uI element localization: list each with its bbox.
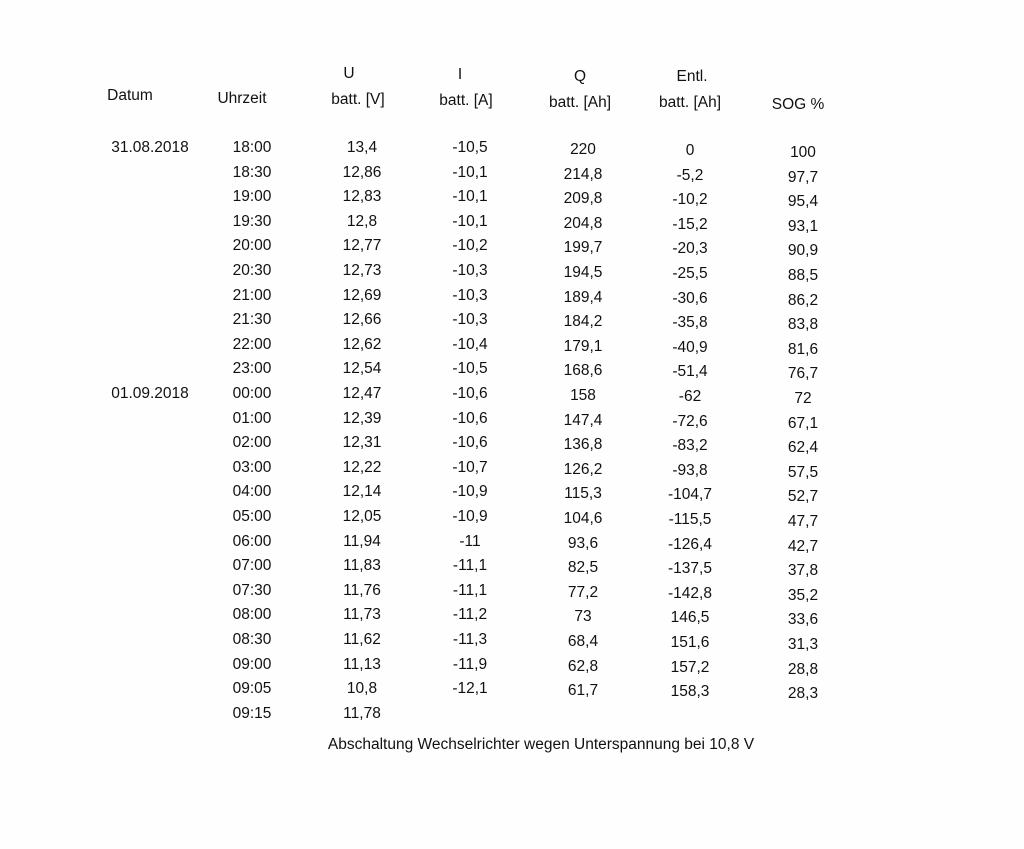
cell-time: 00:00 [232, 385, 272, 402]
cell-entl: -126,4 [668, 535, 712, 553]
cell-u: 12,31 [342, 434, 382, 452]
cell-i: -11 [459, 532, 481, 550]
cell-time: 07:00 [232, 557, 272, 575]
cell-i: -10,9 [452, 508, 488, 525]
cell-sog: 62,4 [787, 439, 819, 457]
cell-time: 23:00 [232, 360, 272, 378]
cell-q: 199,7 [563, 239, 603, 257]
header-i-symbol: I [457, 66, 463, 83]
cell-q: 115,3 [564, 485, 602, 503]
cell-sog: 31,3 [787, 636, 819, 653]
cell-i: -10,9 [452, 483, 488, 501]
cell-q: 209,8 [563, 190, 603, 208]
cell-i: -10,1 [452, 188, 488, 206]
cell-q: 189,4 [563, 288, 603, 306]
cell-i: -11,2 [452, 606, 488, 624]
cell-entl: -115,5 [668, 511, 712, 528]
cell-q: 126,2 [563, 460, 603, 478]
cell-sog: 88,5 [787, 267, 819, 284]
cell-u: 12,62 [342, 335, 382, 353]
cell-q: 168,6 [563, 362, 603, 380]
cell-entl: -51,4 [672, 363, 708, 381]
cell-time: 19:30 [232, 212, 272, 230]
cell-q: 158 [570, 387, 596, 404]
cell-time: 01:00 [232, 409, 272, 427]
cell-entl: -30,6 [672, 289, 708, 307]
cell-sog: 100 [790, 144, 816, 161]
cell-u: 13,4 [346, 139, 378, 156]
cell-time: 06:00 [232, 532, 272, 550]
cell-u: 12,83 [342, 188, 382, 206]
cell-i: -10,4 [452, 335, 488, 353]
cell-q: 104,6 [563, 510, 603, 527]
cell-i: -10,6 [452, 434, 488, 452]
cell-sog: 37,8 [787, 562, 819, 580]
cell-i: -10,5 [452, 139, 488, 156]
cell-q: 194,5 [563, 264, 603, 281]
cell-time: 04:00 [232, 483, 272, 501]
cell-entl: -35,8 [672, 314, 708, 332]
cell-sog: 83,8 [787, 316, 819, 334]
cell-u: 12,05 [342, 508, 382, 525]
cell-i: -10,1 [452, 212, 488, 230]
cell-q: 204,8 [563, 214, 603, 232]
cell-q: 184,2 [563, 313, 603, 331]
cell-time: 08:00 [232, 606, 272, 624]
cell-time: 03:00 [232, 458, 272, 476]
cell-entl: 158,3 [670, 683, 710, 701]
cell-sog: 42,7 [787, 537, 819, 555]
header-u-symbol: U [343, 65, 355, 82]
cell-q: 61,7 [567, 682, 599, 700]
cell-i: -11,3 [452, 631, 488, 648]
cell-time: 02:00 [232, 434, 272, 452]
cell-sog: 95,4 [787, 193, 819, 211]
cell-sog: 67,1 [787, 414, 819, 432]
header-sog: SOG % [771, 96, 825, 113]
cell-u: 10,8 [346, 680, 378, 698]
cell-q: 93,6 [567, 534, 599, 552]
cell-sog: 35,2 [787, 586, 819, 604]
cell-i: -10,3 [452, 311, 488, 329]
cell-u: 11,73 [343, 606, 381, 624]
cell-entl: -10,2 [672, 191, 708, 209]
footnote: Abschaltung Wechselrichter wegen Unterspannung bei 10,8 V [327, 736, 755, 753]
cell-u: 12,66 [342, 311, 382, 329]
cell-time: 18:30 [232, 163, 272, 181]
header-entl-label: Entl. [676, 68, 708, 85]
cell-time: 09:05 [232, 680, 272, 698]
cell-entl: -142,8 [668, 584, 712, 602]
cell-time: 05:00 [232, 508, 272, 525]
cell-sog: 72 [794, 390, 812, 407]
cell-u: 12,8 [346, 212, 378, 230]
cell-i: -10,3 [452, 262, 488, 279]
cell-i: -11,9 [452, 655, 488, 673]
cell-u: 12,22 [342, 458, 382, 476]
header-i-unit: batt. [A] [439, 92, 493, 109]
cell-sog: 28,3 [787, 685, 819, 703]
cell-entl: 157,2 [670, 658, 710, 676]
cell-sog: 57,5 [787, 463, 819, 481]
cell-time: 09:15 [232, 704, 272, 722]
cell-entl: -93,8 [672, 461, 708, 479]
cell-q: 82,5 [567, 559, 599, 577]
cell-time: 18:00 [232, 139, 272, 156]
cell-i: -10,7 [452, 458, 488, 476]
cell-sog: 33,6 [787, 611, 819, 629]
cell-entl: -104,7 [668, 486, 712, 504]
cell-entl: -83,2 [672, 437, 708, 455]
cell-q: 136,8 [563, 436, 603, 454]
header-q-symbol: Q [573, 68, 587, 85]
cell-i: -12,1 [452, 680, 488, 698]
cell-i: -10,6 [452, 385, 488, 402]
cell-time: 21:00 [232, 286, 272, 304]
cell-entl: -40,9 [672, 338, 708, 356]
cell-q: 214,8 [563, 165, 603, 183]
cell-i: -10,5 [452, 360, 488, 378]
header-q-unit: batt. [Ah] [548, 94, 612, 111]
cell-q: 62,8 [567, 657, 599, 675]
cell-time: 08:30 [232, 631, 272, 648]
cell-time: 19:00 [232, 188, 272, 206]
cell-i: -10,3 [452, 286, 488, 304]
cell-sog: 28,8 [787, 660, 819, 678]
cell-entl: 151,6 [670, 634, 710, 651]
cell-q: 73 [574, 608, 592, 626]
cell-u: 12,77 [342, 237, 382, 255]
cell-i: -10,6 [452, 409, 488, 427]
cell-entl: -25,5 [672, 265, 708, 282]
header-uhrzeit: Uhrzeit [217, 90, 267, 107]
cell-entl: -5,2 [676, 166, 704, 184]
header-datum: Datum [107, 87, 153, 104]
cell-date: 01.09.2018 [111, 385, 189, 402]
cell-u: 11,94 [343, 532, 381, 550]
header-u-unit: batt. [V] [331, 91, 385, 108]
cell-sog: 97,7 [787, 168, 819, 186]
cell-u: 11,13 [343, 655, 381, 673]
cell-entl: -72,6 [672, 412, 708, 430]
cell-q: 68,4 [567, 633, 599, 650]
cell-sog: 47,7 [787, 513, 819, 530]
cell-u: 12,69 [342, 286, 382, 304]
cell-time: 21:30 [232, 311, 272, 329]
cell-time: 09:00 [232, 655, 272, 673]
cell-sog: 81,6 [787, 340, 819, 358]
cell-u: 11,83 [343, 557, 381, 575]
cell-u: 11,76 [343, 581, 381, 599]
cell-q: 220 [570, 141, 596, 158]
cell-u: 11,78 [343, 704, 381, 722]
cell-q: 179,1 [563, 337, 603, 355]
cell-u: 12,54 [342, 360, 382, 378]
cell-u: 11,62 [343, 631, 381, 648]
cell-sog: 86,2 [787, 291, 819, 309]
cell-sog: 76,7 [787, 365, 819, 383]
cell-q: 147,4 [563, 411, 603, 429]
cell-u: 12,39 [342, 409, 382, 427]
cell-sog: 93,1 [787, 217, 819, 235]
cell-time: 20:30 [232, 262, 272, 279]
cell-u: 12,86 [342, 163, 382, 181]
cell-entl: -137,5 [668, 560, 712, 578]
cell-entl: -62 [678, 388, 702, 405]
cell-date: 31.08.2018 [111, 139, 189, 156]
cell-u: 12,73 [342, 262, 382, 279]
cell-i: -10,1 [452, 163, 488, 181]
cell-i: -11,1 [452, 581, 488, 599]
cell-sog: 90,9 [787, 242, 819, 260]
cell-entl: -15,2 [672, 215, 708, 233]
cell-time: 07:30 [232, 581, 272, 599]
cell-time: 22:00 [232, 335, 272, 353]
cell-entl: 146,5 [670, 609, 710, 627]
cell-sog: 52,7 [787, 488, 819, 506]
cell-entl: -20,3 [672, 240, 708, 258]
cell-entl: 0 [685, 142, 695, 159]
cell-q: 77,2 [567, 583, 599, 601]
cell-i: -10,2 [452, 237, 488, 255]
cell-u: 12,47 [342, 385, 382, 402]
cell-u: 12,14 [342, 483, 382, 501]
cell-i: -11,1 [452, 557, 488, 575]
cell-time: 20:00 [232, 237, 272, 255]
header-entl-unit: batt. [Ah] [658, 94, 722, 111]
